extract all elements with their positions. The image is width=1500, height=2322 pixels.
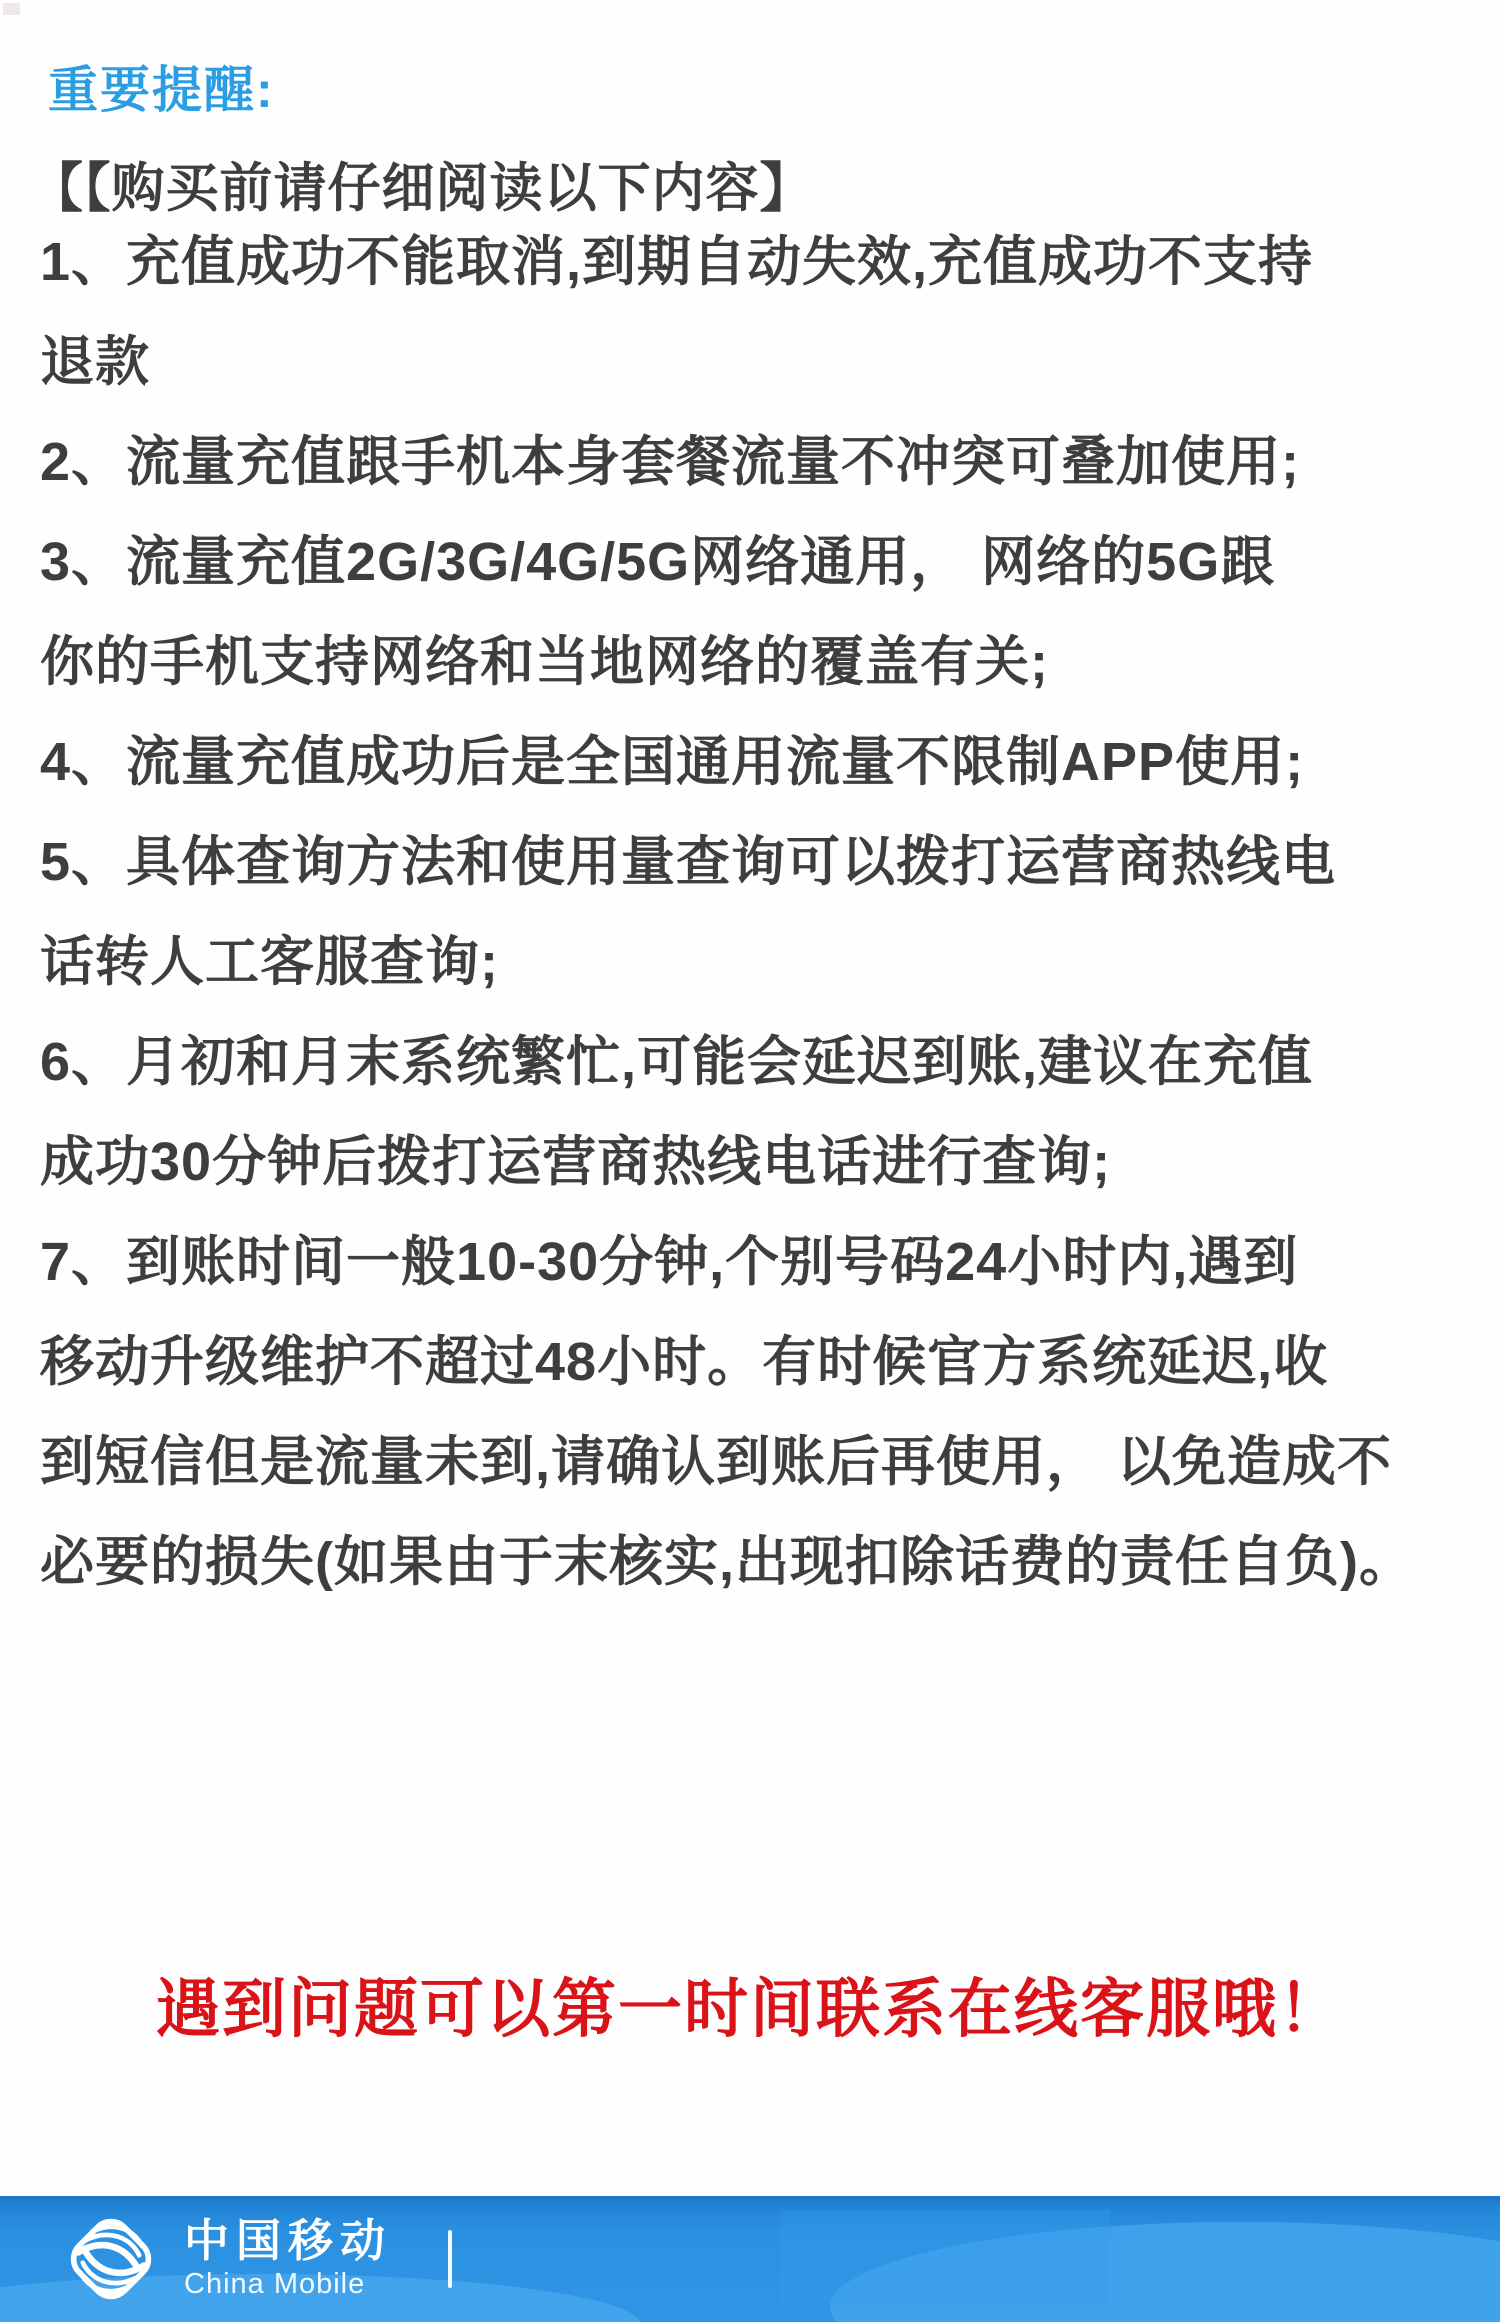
notice-line: 到短信但是流量未到,请确认到账后再使用， 以免造成不 (40, 1432, 1393, 1492)
footer-sheen-decoration (780, 2210, 1110, 2305)
notice-line: 移动升级维护不超过48小时。有时候官方系统延迟,收 (40, 1332, 1329, 1392)
image-noise-artifact (3, 3, 20, 15)
footer-banner (0, 2196, 1500, 2322)
footer-separator-bar (448, 2230, 452, 2288)
notice-line: 你的手机支持网络和当地网络的覆盖有关; (40, 632, 1049, 692)
notice-line: 7、到账时间一般10-30分钟,个别号码24小时内,遇到 (40, 1232, 1299, 1292)
notice-line: 3、流量充值2G/3G/4G/5G网络通用， 网络的5G跟 (40, 532, 1276, 592)
notice-body (40, 212, 1470, 1612)
brand-name-chinese: 中国移动 (184, 2215, 393, 2267)
notice-line: 话转人工客服查询; (40, 932, 499, 992)
notice-line: 退款 (40, 332, 150, 392)
notice-line: 1、充值成功不能取消,到期自动失效,充值成功不支持 (40, 232, 1314, 292)
contact-support-alert: 遇到问题可以第一时间联系在线客服哦！ (156, 1973, 1344, 2045)
china-mobile-logo-icon (64, 2212, 158, 2306)
notice-intro-line: 【【购买前请仔细阅读以下内容】 (30, 159, 814, 218)
notice-line: 成功30分钟后拨打运营商热线电话进行查询; (40, 1132, 1112, 1192)
notice-line: 6、月初和月末系统繁忙,可能会延迟到账,建议在充值 (40, 1032, 1314, 1092)
notice-line: 必要的损失(如果由于末核实,出现扣除话费的责任自负)。 (40, 1532, 1414, 1592)
brand-text-block (184, 2217, 392, 2300)
brand-name-english: China Mobile (184, 2267, 366, 2300)
notice-heading: 重要提醒: (48, 62, 275, 118)
notice-line: 5、具体查询方法和使用量查询可以拨打运营商热线电 (40, 832, 1337, 892)
notice-line: 4、流量充值成功后是全国通用流量不限制APP使用; (40, 732, 1305, 792)
notice-line: 2、流量充值跟手机本身套餐流量不冲突可叠加使用; (40, 432, 1301, 492)
